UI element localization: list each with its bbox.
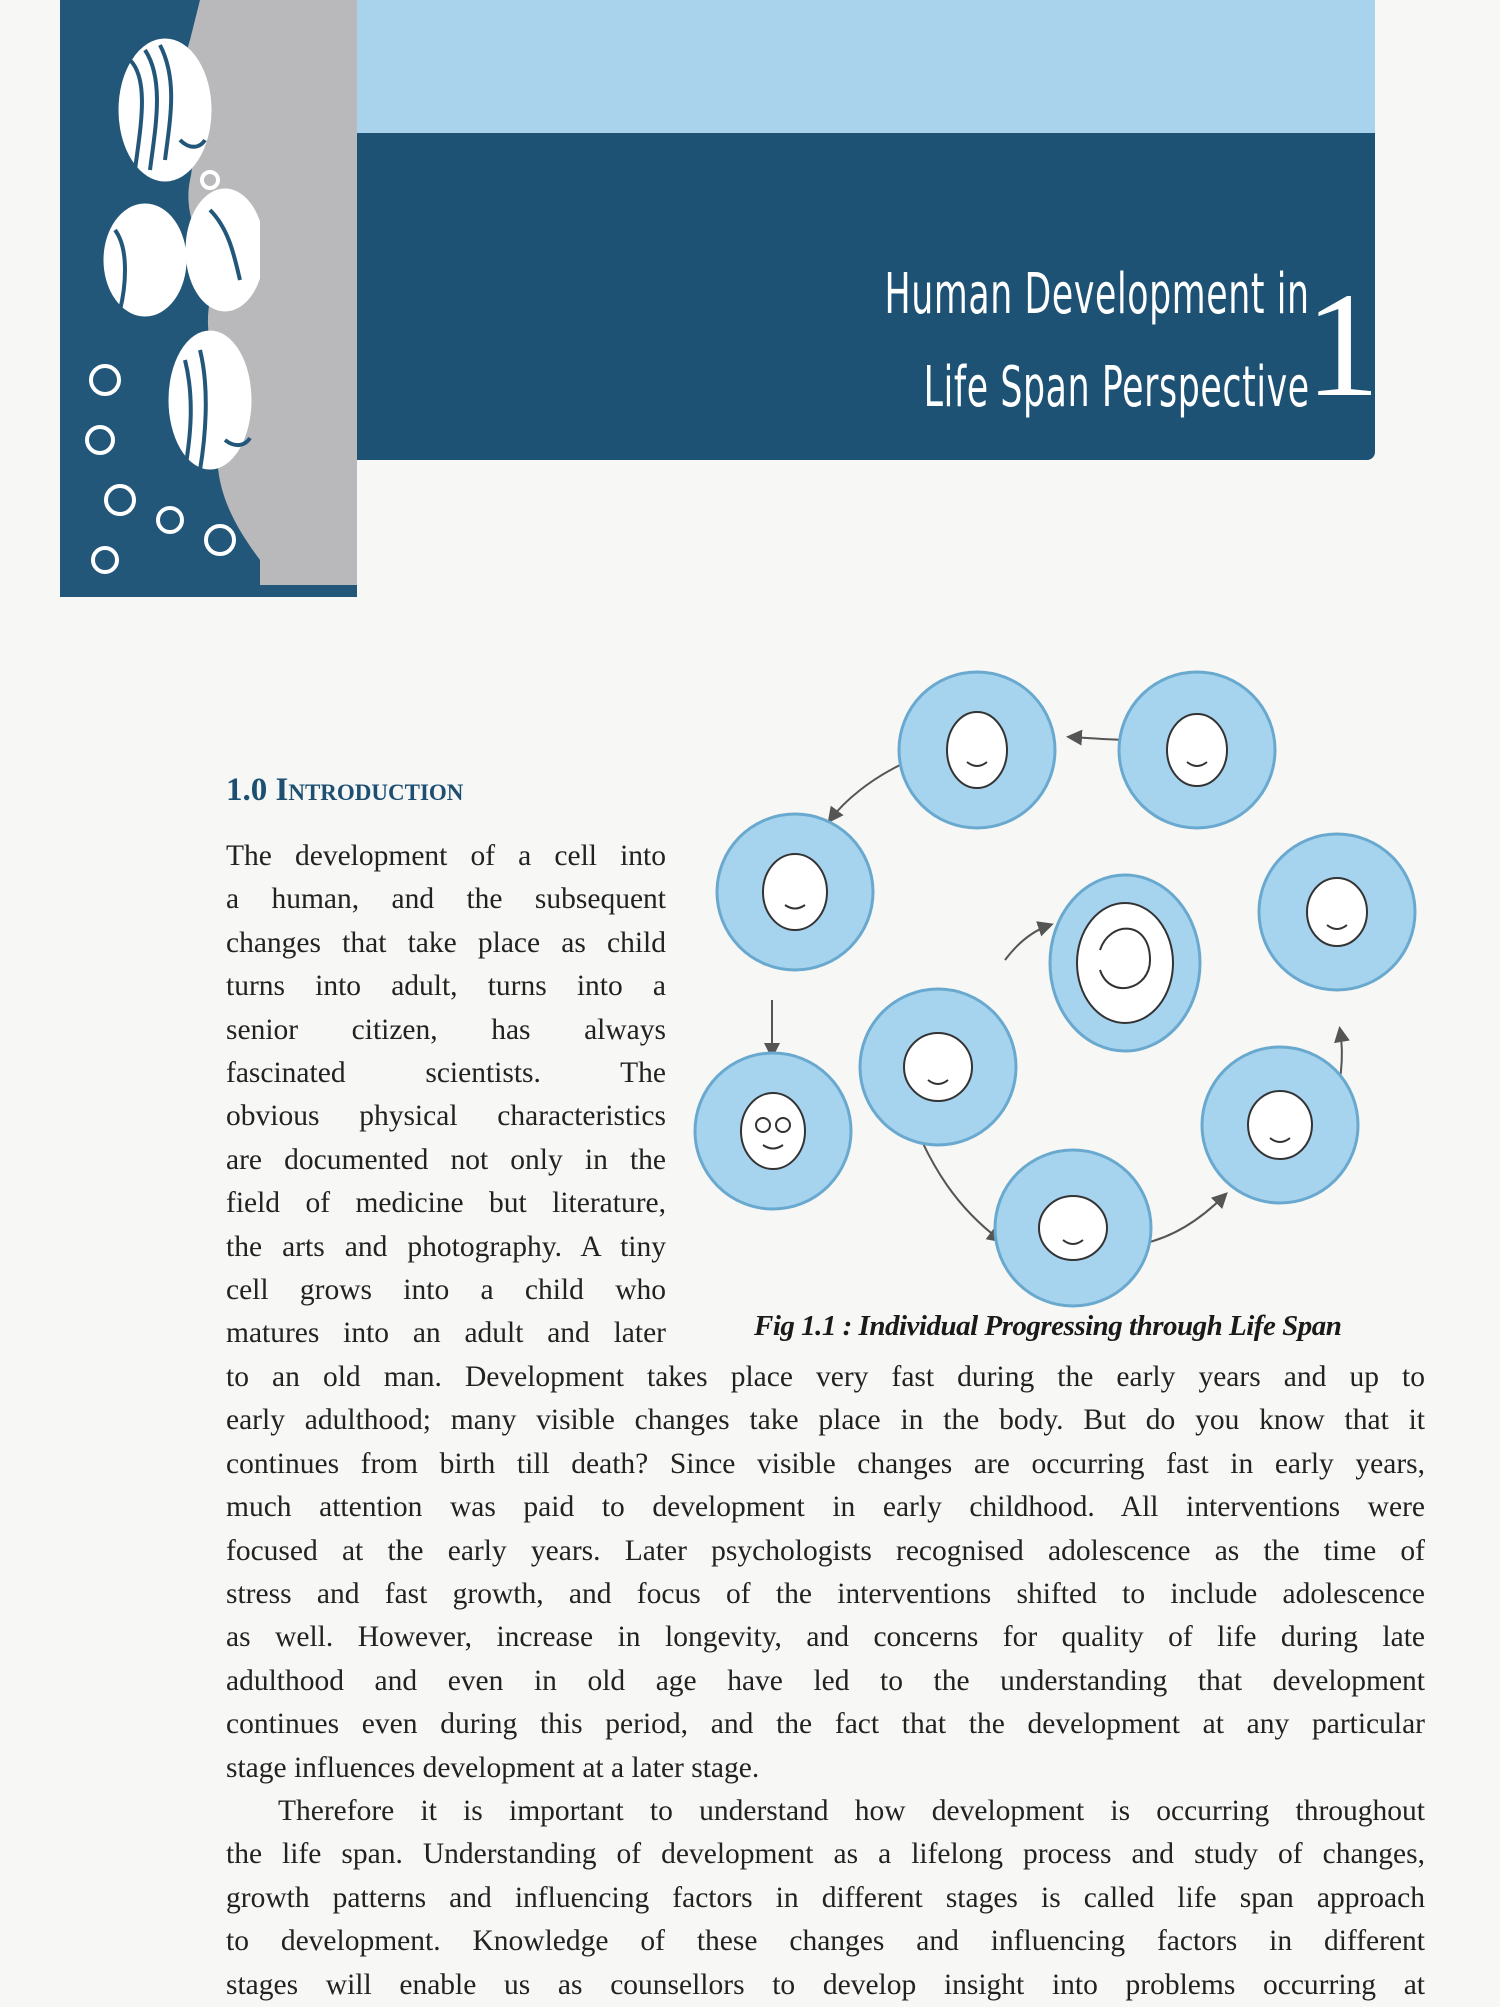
- text-line: as well. However, increase in longevity, and concerns for quality of life during late: [226, 1621, 1425, 1654]
- text-line: stages will enable us as counsellors to develop insight into problems occurring at: [226, 1968, 1425, 2001]
- text-line: changes that take place as child: [226, 926, 666, 959]
- banner-base-bar: [60, 585, 357, 597]
- arrow: [1005, 925, 1050, 960]
- text-line: are documented not only in the: [226, 1143, 666, 1176]
- text-line: stress and fast growth, and focus of the interventions shifted to include adolescence: [226, 1578, 1425, 1610]
- text-line: Therefore it is important to understand how development is occurring throughout: [278, 1795, 1425, 1827]
- chapter-title-line-1: Human Development in: [884, 262, 1310, 327]
- text-line: to development. Knowledge of these changes and influencing factors in different: [226, 1925, 1425, 1958]
- text-line: adulthood and even in old age have led to the understanding that development: [226, 1664, 1425, 1697]
- figure-caption: Fig 1.1 : Individual Progressing through Life Span: [754, 1310, 1342, 1342]
- chapter-title-line-2: Life Span Perspective: [923, 355, 1310, 420]
- text-line: much attention was paid to development in early childhood. All interventions were: [226, 1491, 1425, 1524]
- text-line: the life span. Understanding of development as a lifelong process and study of changes,: [226, 1838, 1425, 1871]
- chapter-number: 1: [1305, 262, 1380, 428]
- text-line: continues from birth till death? Since visible changes are occurring fast in early years,: [226, 1447, 1425, 1480]
- text-line: obvious physical characteristics: [226, 1100, 666, 1133]
- children-illustration: [60, 0, 260, 597]
- section-title: Introduction: [275, 772, 464, 808]
- text-line: matures into an adult and later: [226, 1317, 666, 1350]
- arrow: [830, 765, 900, 820]
- text-line: The development of a cell into: [226, 840, 666, 872]
- text-line: continues even during this period, and the fact that the development at any particular: [226, 1708, 1425, 1741]
- text-line: a human, and the subsequent: [226, 883, 666, 916]
- text-line: field of medicine but literature,: [226, 1187, 666, 1220]
- text-line: senior citizen, has always: [226, 1013, 666, 1046]
- section-heading: [226, 772, 463, 809]
- text-line: to an old man. Development takes place very fast during the early years and up to: [226, 1361, 1425, 1393]
- life-span-figure: [680, 650, 1420, 1320]
- text-line: stage influences development at a later stage.: [226, 1751, 760, 1784]
- text-line: growth patterns and influencing factors in different stages is called life span approach: [226, 1881, 1425, 1914]
- text-line: cell grows into a child who: [226, 1274, 666, 1306]
- text-line: early adulthood; many visible changes take place in the body. But do you know that it: [226, 1404, 1425, 1437]
- text-line: turns into adult, turns into a: [226, 970, 666, 1003]
- text-line: focused at the early years. Later psychologists recognised adolescence as the time of: [226, 1534, 1425, 1567]
- banner-light-band: [357, 0, 1375, 133]
- text-line: fascinated scientists. The: [226, 1057, 666, 1089]
- section-number: 1.0: [226, 772, 268, 808]
- text-line: the arts and photography. A tiny: [226, 1230, 666, 1263]
